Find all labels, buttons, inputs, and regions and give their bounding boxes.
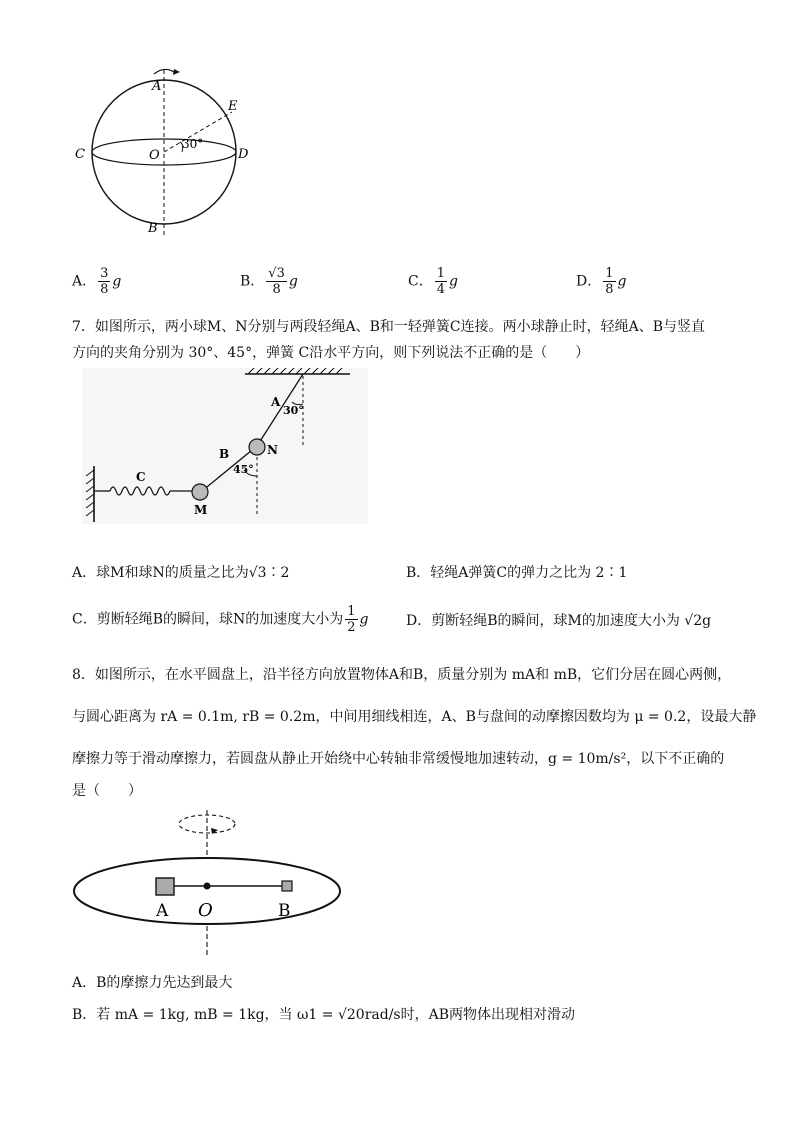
q8-option-b: B．若 mA = 1kg, mB = 1kg，当 ω1 = √20rad/s时，AB两物体出现相对滑动 (72, 1007, 575, 1023)
label-A: A (271, 395, 281, 409)
q8-stem-line1: 8．如图所示，在水平圆盘上，沿半径方向放置物体A和B，质量分别为 mA和 mB，它们分居在圆心两侧， (72, 667, 732, 683)
label-N: N (267, 443, 278, 457)
q7-option-d: D．剪断轻绳B的瞬间，球M的加速度大小为 √2g (406, 613, 712, 629)
label-B: B (148, 221, 158, 236)
q7-option-b: B．轻绳A弹簧C的弹力之比为 2∶1 (406, 565, 628, 581)
q6-option-b: B． $\frac{√3}{8}$ g (240, 266, 298, 297)
label-O: O (198, 900, 213, 921)
label-A: A (156, 901, 169, 921)
label-E: E (228, 99, 238, 114)
label-angle45: 45° (233, 463, 254, 476)
q8-stem-line3: 摩擦力等于滑动摩擦力，若圆盘从静止开始绕中心转轴非常缓慢地加速转动，g = 10m/s²，以下不正确的 (72, 751, 725, 767)
label-C: C (136, 470, 146, 484)
spring-rope-diagram (80, 366, 370, 526)
disc-diagram (70, 808, 350, 963)
label-D: D (238, 147, 249, 162)
q8-option-a: A．B的摩擦力先达到最大 (72, 975, 233, 991)
label-angle: 30° (182, 137, 204, 151)
q6-option-d: D． $\frac{1}{8}$ g (576, 266, 627, 297)
q6-option-c: C． $\frac{1}{4}$ g (408, 266, 458, 297)
q8-stem-line4: 是（ ） (72, 783, 142, 799)
label-angle30: 30° (283, 404, 304, 417)
q7-option-a: A．球M和球N的质量之比为√3∶2 (72, 565, 290, 581)
label-A: A (152, 79, 162, 94)
sphere-diagram (70, 62, 250, 242)
q7-stem-line2: 方向的夹角分别为 30°、45°，弹簧 C沿水平方向，则下列说法不正确的是（ ） (72, 345, 590, 361)
label-O: O (149, 148, 160, 163)
q8-stem-line2: 与圆心距离为 rA = 0.1m, rB = 0.2m，中间用细线相连，A、B与盘间的动摩擦因数均为 μ = 0.2，设最大静 (72, 709, 757, 725)
q6-option-a: A． $\frac{3}{8}$ g (72, 266, 122, 297)
label-B: B (278, 901, 291, 921)
label-B: B (219, 447, 230, 461)
label-C: C (75, 147, 85, 162)
label-M: M (194, 503, 208, 517)
q7-option-c: C．剪断轻绳B的瞬间，球N的加速度大小为 $\frac{1}{2}$ g (72, 604, 369, 635)
q7-stem-line1: 7．如图所示，两小球M、N分别与两段轻绳A、B和一轻弹簧C连接。两小球静止时，轻绳A、B与竖直 (72, 319, 705, 335)
